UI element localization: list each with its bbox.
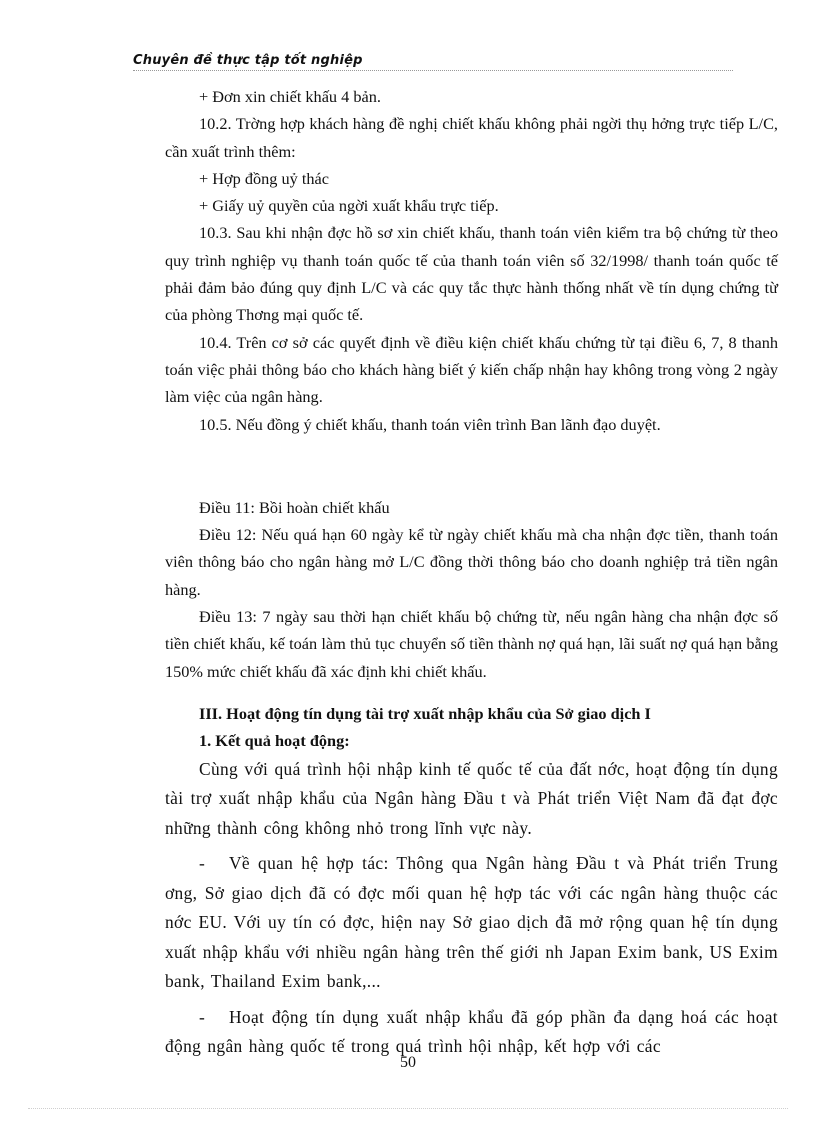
paragraph-item: Cùng với quá trình hội nhập kinh tế quốc tế của đất nớc, hoạt động tín dụng tài trợ xuất nhập khẩu của Ngân hàng Đầu t và Phát triển Việt Nam đã đạt đợc những thành công không nhỏ trong lĩnh vực này.: [165, 758, 778, 838]
paragraph-item: + Hợp đồng uỷ thác: [199, 168, 329, 188]
paragraph-item: 10.4. Trên cơ sở các quyết định về điều kiện chiết khấu chứng từ tại điều 6, 7, 8 thanh toán việc phải thông báo cho khách hàng biết ý kiến chấp nhận hay không trong vòng 2 ngày làm việc của ngân hàng.: [165, 332, 778, 407]
dash-marker: -: [199, 1006, 206, 1027]
footer-rule: [28, 1108, 788, 1110]
paragraph-item: 10.5. Nếu đồng ý chiết khấu, thanh toán viên trình Ban lãnh đạo duyệt.: [199, 414, 661, 434]
dash-paragraph: [165, 1003, 778, 1062]
dash-paragraph-text: Về quan hệ hợp tác: Thông qua Ngân hàng Đầu t và Phát triển Trung ơng, Sở giao dịch đã có đợc mối quan hệ hợp tác với các ngân hàng thuộc các nớc EU. Với uy tín có đợc, hiện nay Sở giao dịch đã mở rộng quan hệ tín dụng xuất nhập khẩu với nhiều ngân hàng trên thế giới nh Japan Exim bank, US Exim bank, Thailand Exim bank,...: [165, 853, 778, 992]
subsection-heading: 1. Kết quả hoạt động:: [199, 731, 350, 751]
body-text: [165, 83, 778, 1062]
paragraph-item: + Đơn xin chiết khấu 4 bản.: [199, 87, 381, 106]
paragraph-item: Điều 12: Nếu quá hạn 60 ngày kể từ ngày chiết khấu mà cha nhận đợc tiền, thanh toán viên thông báo cho ngân hàng mở L/C đồng thời thông báo cho doanh nghiệp trả tiền ngân hàng.: [165, 525, 778, 599]
paragraph-item: Điều 13: 7 ngày sau thời hạn chiết khấu bộ chứng từ, nếu ngân hàng cha nhận đợc số tiền chiết khấu, kế toán làm thủ tục chuyển số tiền thành nợ quá hạn, lãi suất nợ quá hạn bằng 150% mức chiết khấu đã xác định khi chiết khấu.: [165, 607, 778, 681]
paragraph-item: 10.3. Sau khi nhận đợc hồ sơ xin chiết khấu, thanh toán viên kiểm tra bộ chứng từ theo quy trình nghiệp vụ thanh toán quốc tế của thanh toán viên số 32/1998/ thanh toán quốc tế phải đảm bảo đúng quy định L/C và các quy tắc thực hành thống nhất về tín dụng chứng từ của phòng Thơng mại quốc tế.: [165, 223, 778, 325]
running-header: Chuyên đề thực tập tốt nghiệp: [133, 53, 363, 68]
header-rule: [133, 70, 733, 72]
dash-marker: -: [199, 853, 206, 874]
paragraph-item: 10.2. Trờng hợp khách hàng đề nghị chiết khấu không phải ngời thụ hởng trực tiếp L/C, cần xuất trình thêm:: [165, 114, 778, 161]
page-number: 50: [400, 1054, 416, 1071]
section-heading: III. Hoạt động tín dụng tài trợ xuất nhập khẩu của Sở giao dịch I: [199, 703, 651, 723]
spacer: [165, 438, 778, 494]
article-title: Điều 11: Bồi hoàn chiết khấu: [199, 497, 390, 517]
dash-paragraph: [165, 849, 778, 997]
spacer: [165, 685, 778, 700]
paragraph-item: + Giấy uỷ quyền của ngời xuất khẩu trực tiếp.: [199, 196, 499, 216]
dash-paragraph-text: Hoạt động tín dụng xuất nhập khẩu đã góp phần đa dạng hoá các hoạt động ngân hàng quốc tế trong quá trình hội nhập, kết hợp với các: [165, 1006, 778, 1057]
